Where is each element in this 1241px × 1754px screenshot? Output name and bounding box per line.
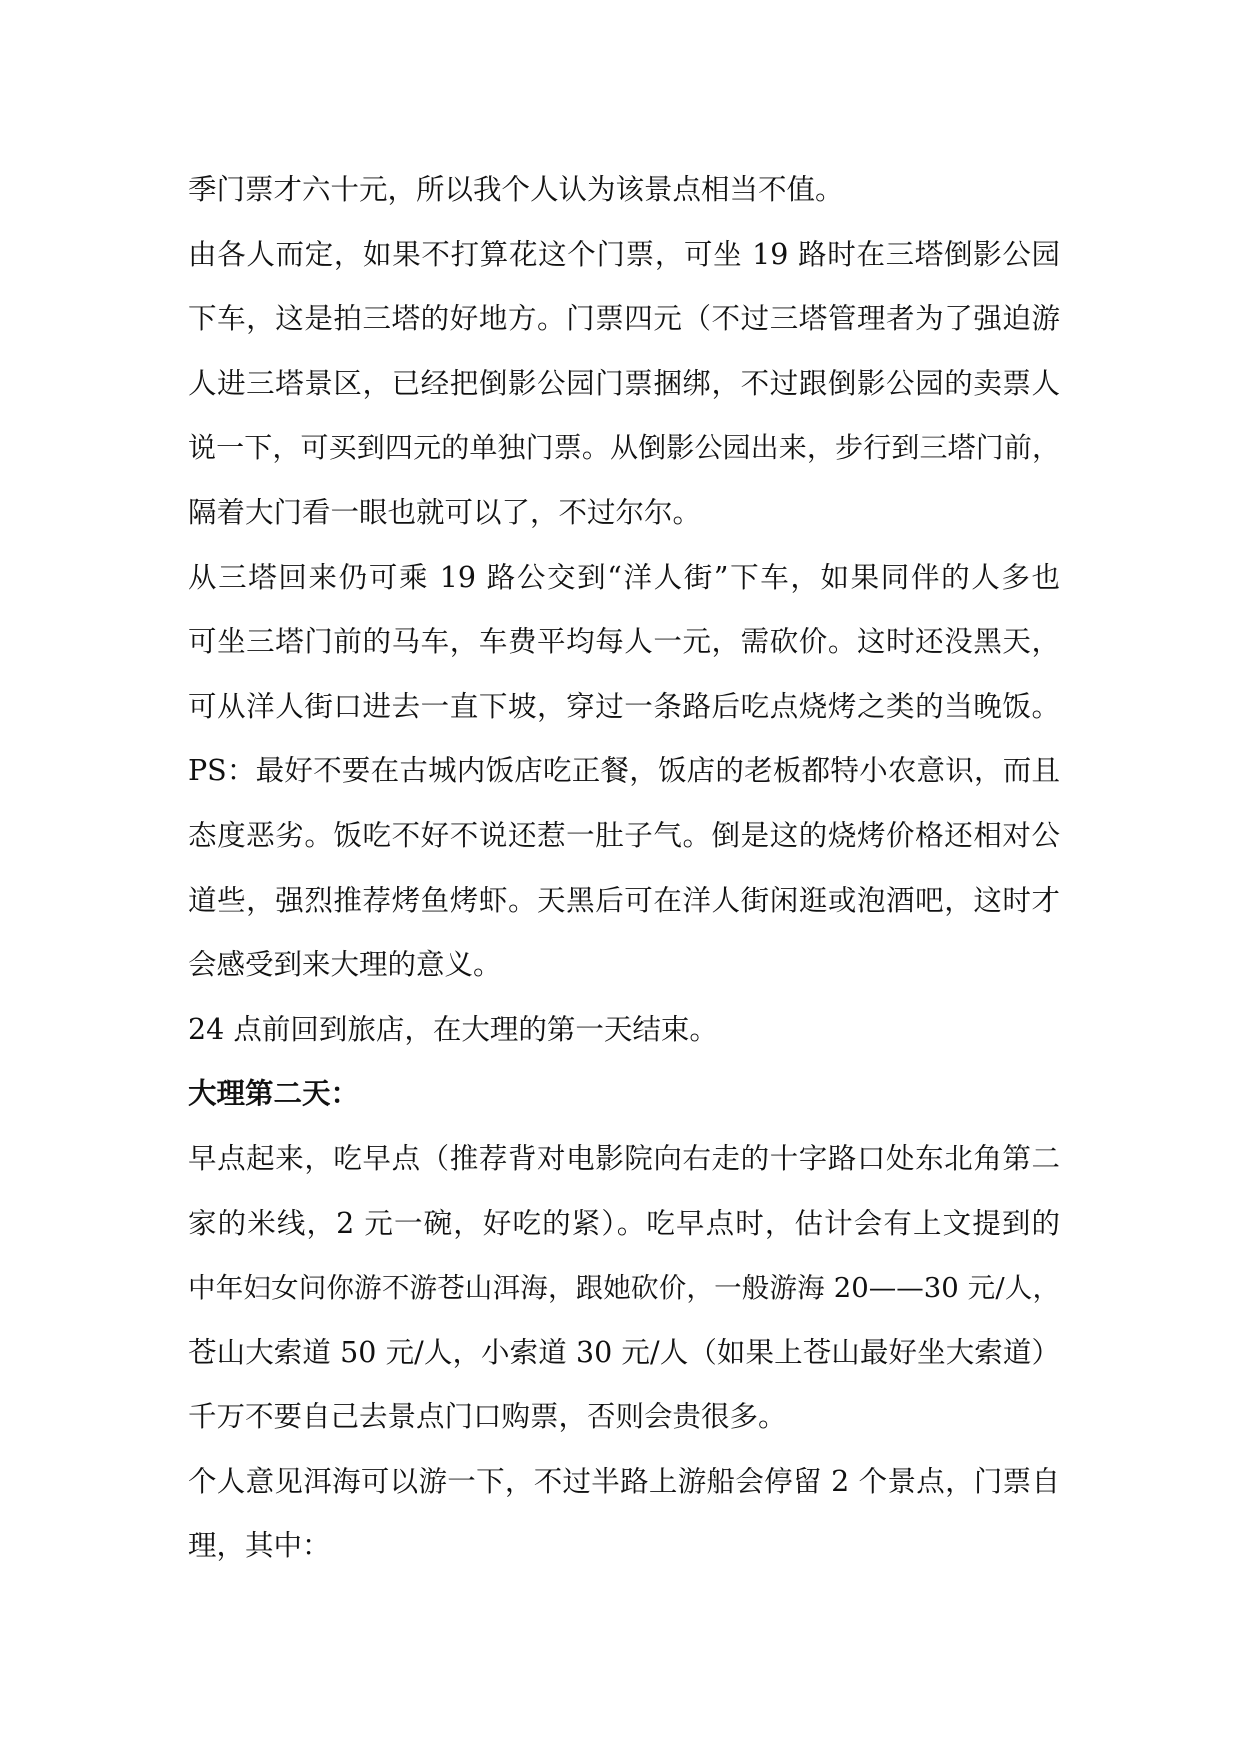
text-line: 下车，这是拍三塔的好地方。门票四元（不过三塔管理者为了强迫游 <box>188 302 1060 336</box>
text-line: 中年妇女问你游不游苍山洱海，跟她砍价，一般游海 20——30 元/人， <box>188 1272 1060 1305</box>
text-line: 说一下，可买到四元的单独门票。从倒影公园出来，步行到三塔门前， <box>188 431 1060 465</box>
text-line: 道些，强烈推荐烤鱼烤虾。天黑后可在洋人街闲逛或泡酒吧，这时才 <box>188 883 1060 917</box>
section-heading: 大理第二天： <box>188 1077 360 1111</box>
text-line: 由各人而定，如果不打算花这个门票，可坐 19 路时在三塔倒影公园 <box>188 237 1060 271</box>
text-line: 可从洋人街口进去一直下坡，穿过一条路后吃点烧烤之类的当晚饭。 <box>188 689 1060 723</box>
text-line: 可坐三塔门前的马车，车费平均每人一元，需砍价。这时还没黑天， <box>188 625 1060 659</box>
text-line: 季门票才六十元，所以我个人认为该景点相当不值。 <box>188 173 844 206</box>
text-line: 理，其中： <box>188 1529 331 1563</box>
text-line: 24 点前回到旅店，在大理的第一天结束。 <box>188 1012 718 1046</box>
text-line: PS：最好不要在古城内饭店吃正餐，饭店的老板都特小农意识，而且 <box>188 754 1060 788</box>
text-line: 个人意见洱海可以游一下，不过半路上游船会停留 2 个景点，门票自 <box>188 1464 1060 1498</box>
text-line: 隔着大门看一眼也就可以了，不过尔尔。 <box>188 495 702 529</box>
text-line: 千万不要自己去景点门口购票，否则会贵很多。 <box>188 1400 787 1434</box>
document-body <box>188 158 1060 1579</box>
text-line: 家的米线，2 元一碗，好吃的紧）。吃早点时，估计会有上文提到的 <box>188 1206 1060 1240</box>
text-line: 人进三塔景区，已经把倒影公园门票捆绑，不过跟倒影公园的卖票人 <box>188 366 1060 400</box>
text-line: 态度恶劣。饭吃不好不说还惹一肚子气。倒是这的烧烤价格还相对公 <box>188 818 1060 852</box>
text-line: 早点起来，吃早点（推荐背对电影院向右走的十字路口处东北角第二 <box>188 1141 1060 1175</box>
text-line: 会感受到来大理的意义。 <box>188 948 502 982</box>
text-line: 从三塔回来仍可乘 19 路公交到“洋人街”下车，如果同伴的人多也 <box>188 560 1060 594</box>
text-line: 苍山大索道 50 元/人，小索道 30 元/人（如果上苍山最好坐大索道） <box>188 1335 1060 1369</box>
